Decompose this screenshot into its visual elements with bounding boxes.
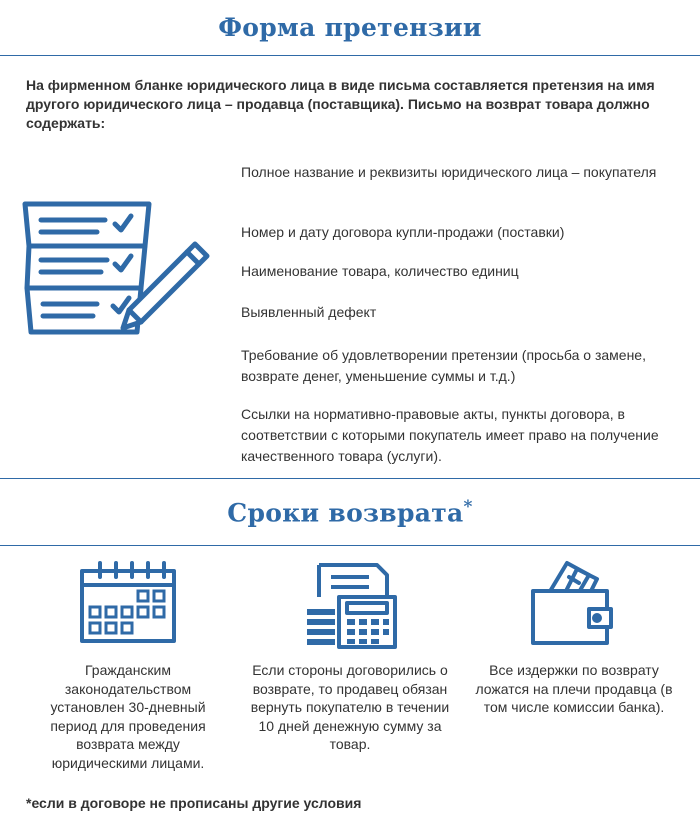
requirement-item: Ссылки на нормативно-правовые акты, пункты договора, в соответствии с которыми покупатель имеет право на получение качественного товара (услуги). [241,406,659,464]
form-section-header [0,0,700,56]
wallet-icon [519,557,629,649]
intro-text: На фирменном бланке юридического лица в виде письма составляется претензия на имя другого юридического лица – продавца (поставщика). Письмо на возврат товара должно содержать: [26,77,655,131]
term-wallet [474,557,674,717]
form-section-title: Форма претензии [218,12,482,42]
footnote: *если в договоре не прописаны другие условия [26,795,362,811]
requirement-item: Номер и дату договора купли-продажи (поставки) [241,224,565,240]
terms-asterisk: * [463,496,473,517]
requirement-item: Наименование товара, количество единиц [241,263,519,279]
requirement-item: Выявленный дефект [241,304,377,320]
term-calculator [250,557,450,754]
calendar-icon [76,557,180,647]
term-calculator-text: Если стороны договорились о возврате, то продавец обязан вернуть покупателю в течении 10 дней денежную сумму за товар. [250,662,450,752]
term-wallet-text: Все издержки по возврату ложатся на плечи продавца (в том числе комиссии банка). [475,662,673,715]
checklist-pen-icon [17,196,212,346]
term-calendar [28,557,228,772]
term-calendar-text: Гражданским законодательством установлен 30-дневный период для проведения возврата между юридическими лицами. [50,662,206,771]
requirement-item: Требование об удовлетворении претензии (просьба о замене, возврате денег, уменьшение суммы и т.д.) [241,347,646,384]
terms-section-header [0,478,700,546]
requirement-item: Полное название и реквизиты юридического лица – покупателя [241,164,657,180]
terms-section-title: Сроки возврата* [227,496,473,528]
calculator-document-icon [295,557,405,649]
